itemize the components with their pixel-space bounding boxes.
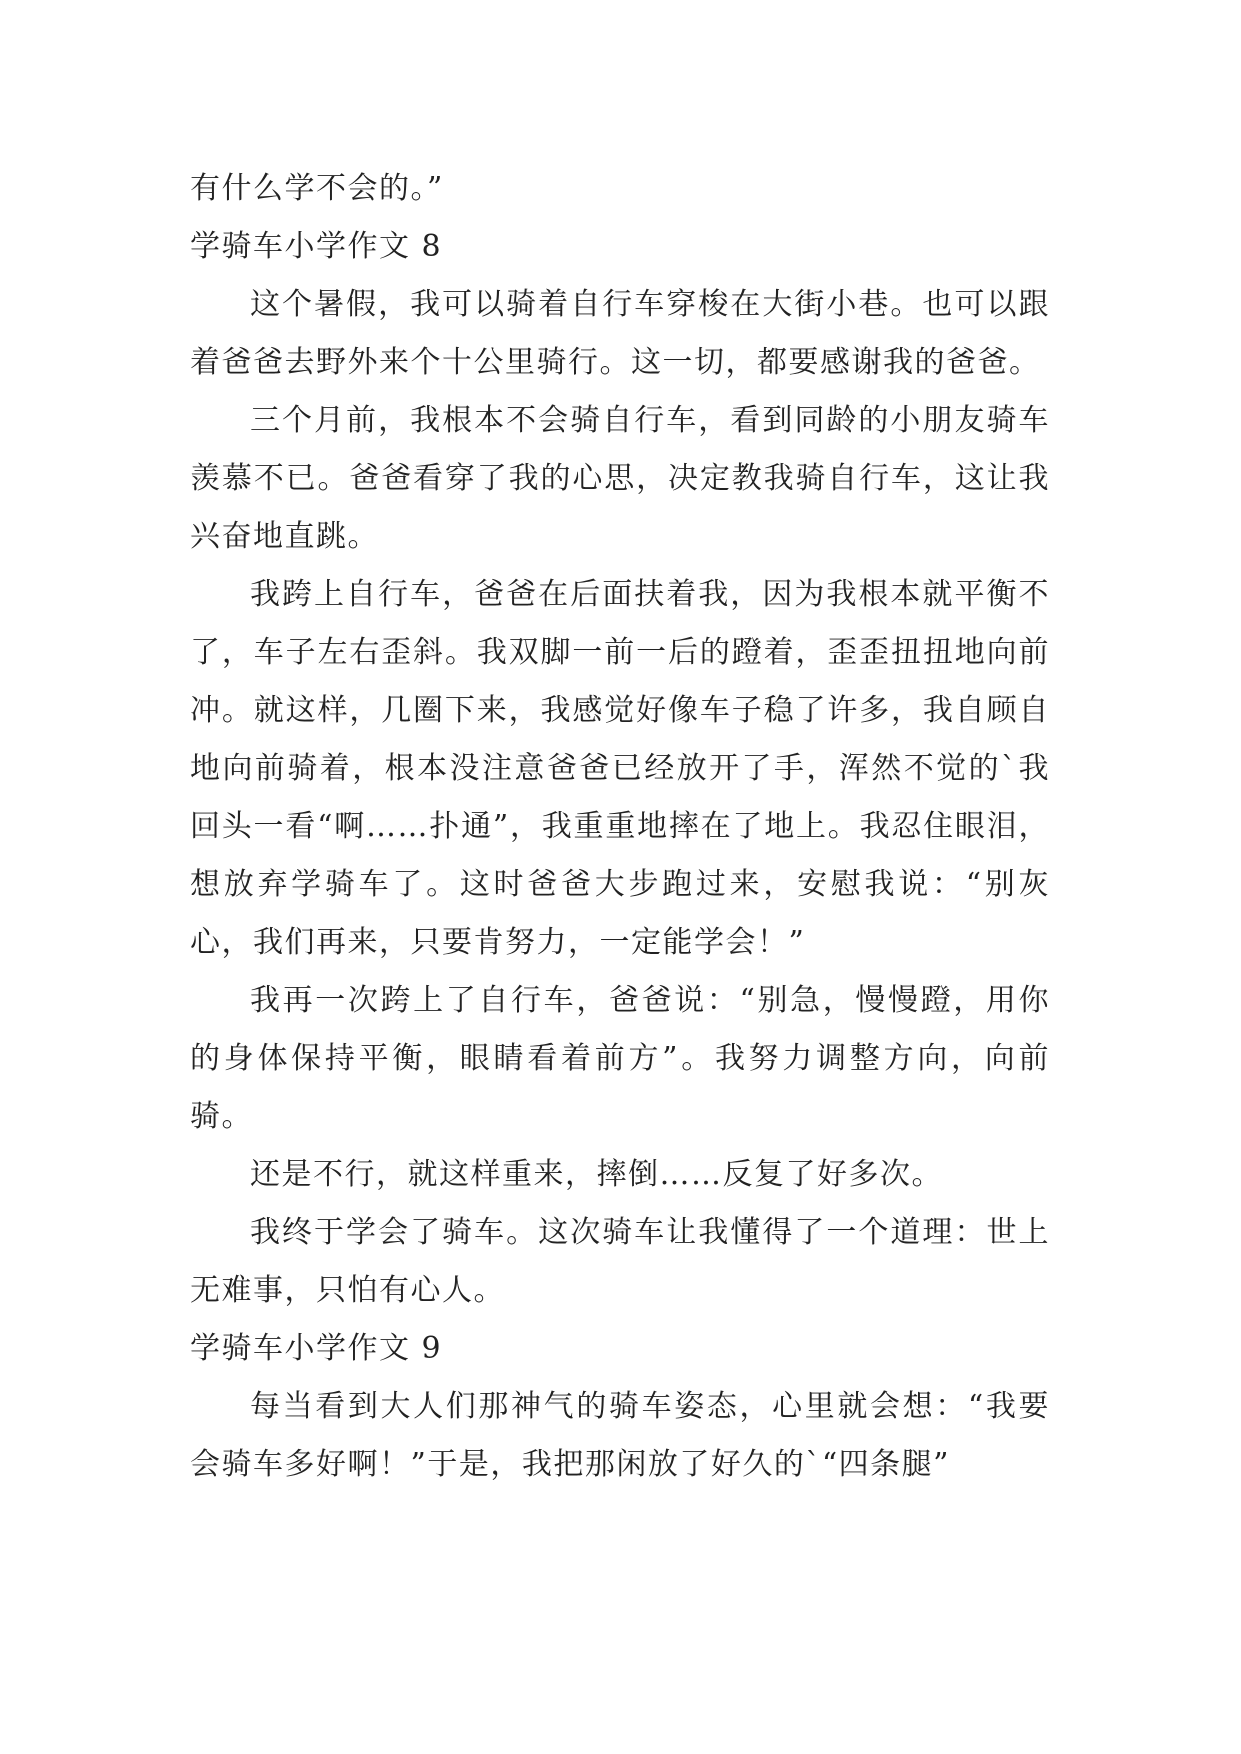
essay-heading-8: 学骑车小学作文 8: [190, 229, 443, 264]
paragraph: 我终于学会了骑车。这次骑车让我懂得了一个道理：世上无难事，只怕有心人。: [190, 1215, 1050, 1308]
document-body: [190, 160, 1050, 1494]
paragraph: 我再一次跨上了自行车，爸爸说：“别急，慢慢蹬，用你的身体保持平衡，眼睛看着前方”。我努力调整方向，向前骑。: [190, 983, 1050, 1134]
paragraph: 还是不行，就这样重来，摔倒……反复了好多次。: [250, 1157, 943, 1192]
paragraph: 这个暑假，我可以骑着自行车穿梭在大街小巷。也可以跟着爸爸去野外来个十公里骑行。这一切，都要感谢我的爸爸。: [190, 287, 1050, 380]
paragraph: 每当看到大人们那神气的骑车姿态，心里就会想：“我要会骑车多好啊！”于是，我把那闲放了好久的`“四条腿”: [190, 1389, 1050, 1482]
paragraph-continuation: 有什么学不会的。”: [190, 171, 444, 206]
essay-heading-9: 学骑车小学作文 9: [190, 1331, 443, 1366]
paragraph: 我跨上自行车，爸爸在后面扶着我，因为我根本就平衡不了，车子左右歪斜。我双脚一前一后的蹬着，歪歪扭扭地向前冲。就这样，几圈下来，我感觉好像车子稳了许多，我自顾自地向前骑着，根本没注意爸爸已经放开了手，浑然不觉的`我回头一看“啊……扑通”，我重重地摔在了地上。我忍住眼泪，想放弃学骑车了。这时爸爸大步跑过来，安慰我说：“别灰心，我们再来，只要肯努力，一定能学会！”: [190, 577, 1050, 960]
paragraph: 三个月前，我根本不会骑自行车，看到同龄的小朋友骑车羡慕不已。爸爸看穿了我的心思，决定教我骑自行车，这让我兴奋地直跳。: [190, 403, 1050, 554]
